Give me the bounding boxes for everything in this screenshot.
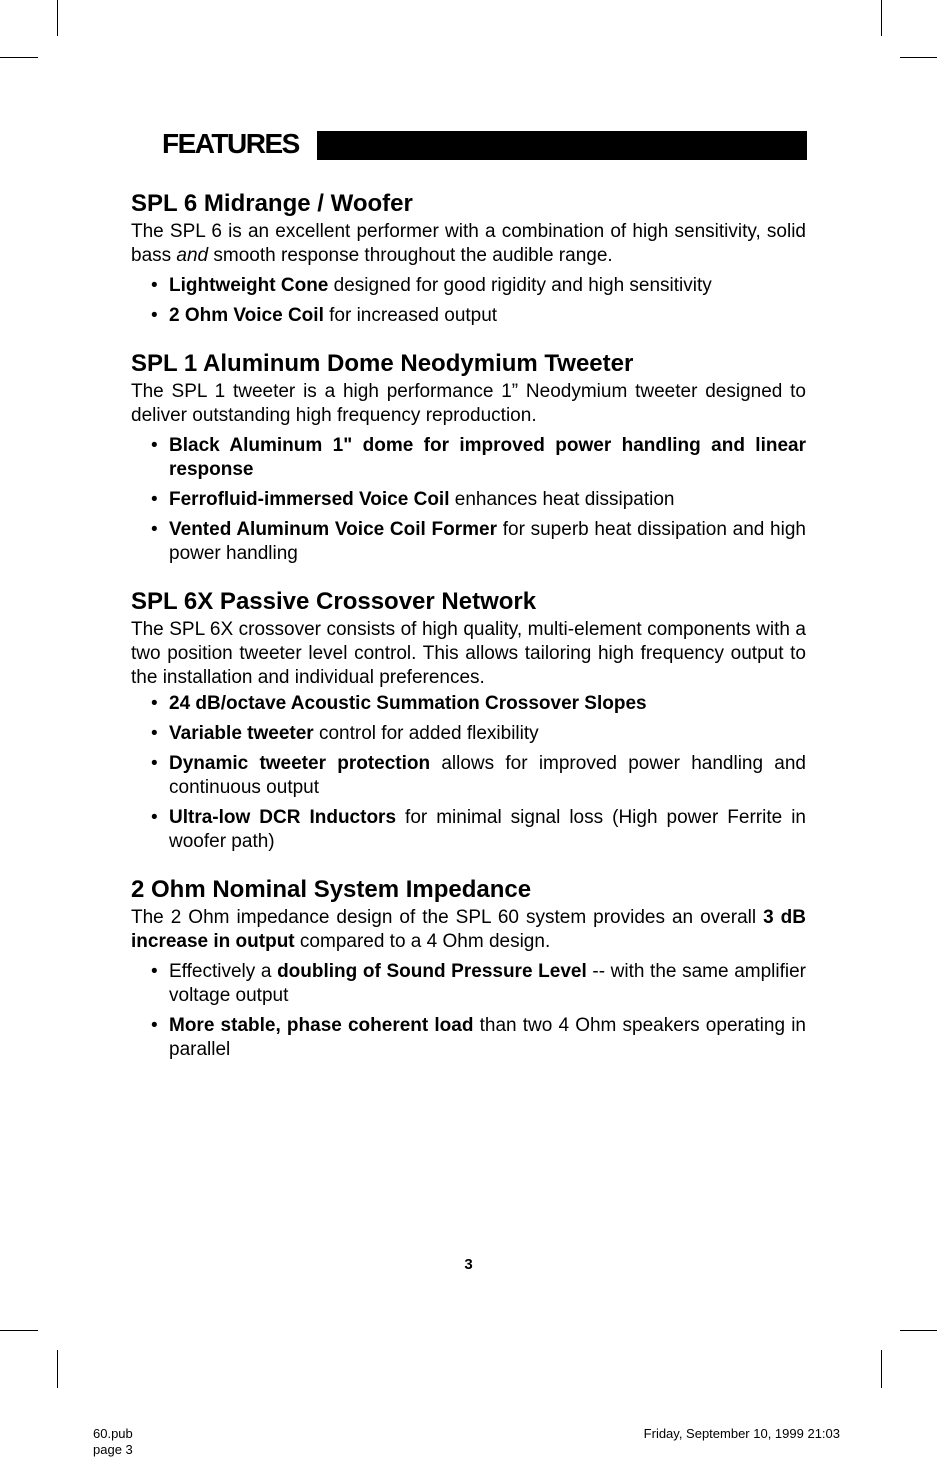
feature-list [131, 274, 806, 328]
feature-desc: allows for improved power handling and continuous output [169, 753, 806, 798]
feature-name: Vented Aluminum Voice Coil Former [169, 519, 497, 540]
page-number: 3 [464, 1256, 473, 1273]
feature-desc: than two 4 Ohm speakers operating in parallel [169, 1015, 806, 1060]
crop-mark [0, 57, 38, 58]
feature-name: Dynamic tweeter protection [169, 753, 431, 774]
crop-mark [900, 57, 937, 58]
list-item [169, 752, 806, 800]
feature-desc: for superb heat dissipation and high power handling [169, 519, 806, 564]
crop-mark [881, 0, 882, 36]
section-crossover [131, 586, 806, 854]
intro-bold: 3 dB increase in output [131, 907, 806, 952]
section-heading: SPL 6 Midrange / Woofer [131, 190, 413, 217]
feature-name: Ultra-low DCR Inductors [169, 807, 397, 828]
feature-list [131, 960, 806, 1062]
list-item [169, 722, 806, 746]
list-item [169, 692, 806, 716]
feature-name: 24 dB/octave Acoustic Summation Crossover Slopes [169, 693, 647, 714]
intro-emphasis: and [176, 245, 209, 266]
section-intro: The SPL 1 tweeter is a high performance 1” Neodymium tweeter designed to deliver outstanding high frequency reproduction. [131, 381, 806, 426]
feature-name: More stable, phase coherent load [169, 1015, 474, 1036]
feature-list [131, 434, 806, 566]
feature-desc: enhances heat dissipation [449, 489, 675, 510]
feature-name: Ferrofluid-immersed Voice Coil [169, 489, 450, 510]
list-item [169, 806, 806, 854]
section-intro [131, 220, 806, 268]
footer-filename: 60.pub [93, 1426, 133, 1441]
feature-pre: Effectively a [169, 961, 278, 982]
footer-file-info [93, 1426, 133, 1458]
intro-text: compared to a 4 Ohm design. [294, 931, 551, 952]
list-item [169, 518, 806, 566]
list-item [169, 1014, 806, 1062]
feature-desc: control for added flexibility [313, 723, 539, 744]
crop-mark [57, 0, 58, 36]
section-woofer [131, 188, 806, 328]
intro-text: The 2 Ohm impedance design of the SPL 60 system provides an overall [131, 907, 764, 928]
footer-page: page 3 [93, 1442, 133, 1457]
feature-name: Lightweight Cone [169, 275, 329, 296]
feature-list [131, 692, 806, 854]
section-intro [131, 906, 806, 954]
section-heading: SPL 6X Passive Crossover Network [131, 588, 537, 615]
footer-timestamp: Friday, September 10, 1999 21:03 [643, 1426, 840, 1441]
section-impedance [131, 874, 806, 1062]
list-item [169, 274, 806, 298]
feature-name: Variable tweeter [169, 723, 314, 744]
feature-name: doubling of Sound Pressure Level [277, 961, 587, 982]
crop-mark [881, 1350, 882, 1388]
features-header [162, 126, 807, 162]
feature-desc: designed for good rigidity and high sensitivity [328, 275, 712, 296]
crop-mark [57, 1350, 58, 1388]
section-tweeter [131, 348, 806, 566]
feature-name: Black Aluminum 1" dome for improved power handling and linear response [169, 435, 806, 480]
title-rule-bar [317, 131, 807, 160]
crop-mark [0, 1330, 38, 1331]
list-item [169, 434, 806, 482]
section-heading: SPL 1 Aluminum Dome Neodymium Tweeter [131, 350, 634, 377]
section-intro: The SPL 6X crossover consists of high quality, multi-element components with a two position tweeter level control. This allows tailoring high frequency output to the installation and individual preferences. [131, 619, 806, 688]
section-heading: 2 Ohm Nominal System Impedance [131, 876, 532, 903]
intro-text: smooth response throughout the audible range. [208, 245, 613, 266]
crop-mark [900, 1330, 937, 1331]
content [131, 188, 806, 1082]
feature-desc: -- with the same amplifier voltage output [169, 961, 806, 1006]
list-item [169, 488, 806, 512]
list-item [169, 960, 806, 1008]
page-title: FEATURES [162, 128, 299, 159]
list-item [169, 304, 806, 328]
feature-desc: for minimal signal loss (High power Ferrite in woofer path) [169, 807, 807, 852]
feature-desc: for increased output [323, 305, 498, 326]
feature-name: 2 Ohm Voice Coil [169, 305, 324, 326]
intro-text: The SPL 6 is an excellent performer with a combination of high sensitivity, solid bass [131, 221, 806, 266]
